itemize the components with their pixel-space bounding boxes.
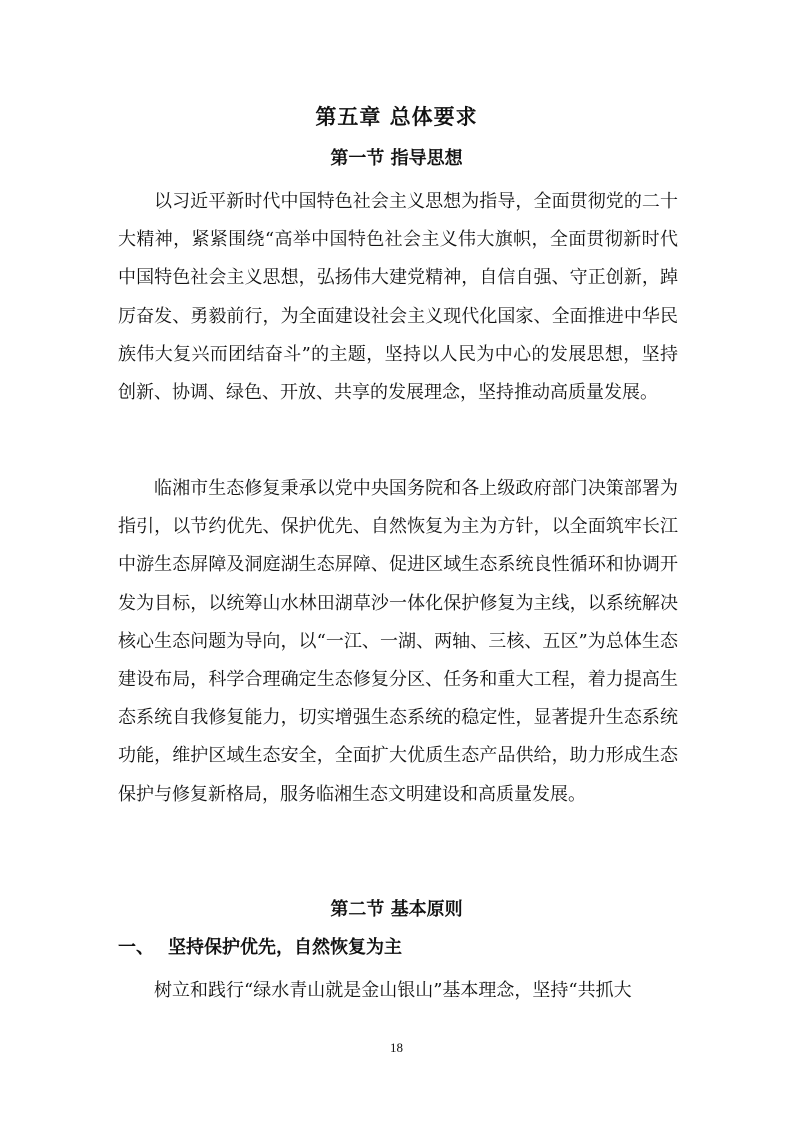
principle-number: 一、 <box>118 937 154 958</box>
paragraph-guiding-ideology: 以习近平新时代中国特色社会主义思想为指导，全面贯彻党的二十大精神，紧紧围绕“高举中国特色社会主义伟大旗帜，全面贯彻新时代中国特色社会主义思想，弘扬伟大建党精神，自信自强、守正创新，踔厉奋发、勇毅前行，为全面建设社会主义现代化国家、全面推进中华民族伟大复兴而团结奋斗”的主题，坚持以人民为中心的发展思想，坚持创新、协调、绿色、开放、共享的发展理念，坚持推动高质量发展。 <box>118 191 678 404</box>
principle-heading <box>118 934 678 962</box>
paragraph-ecological-restoration: 临湘市生态修复秉承以党中央国务院和各上级政府部门决策部署为指引，以节约优先、保护优先、自然恢复为主为方针，以全面筑牢长江中游生态屏障及洞庭湖生态屏障、促进区域生态系统良性循环和协调开发为目标，以统筹山水林田湖草沙一体化保护修复为主线，以系统解决核心生态问题为导向，以“一江、一湖、两轴、三核、五区”为总体生态建设布局，科学合理确定生态修复分区、任务和重大工程，着力提高生态系统自我修复能力，切实增强生态系统的稳定性，显著提升生态系统功能，维护区域生态安全，全面扩大优质生态产品供给，助力形成生态保护与修复新格局，服务临湘生态文明建设和高质量发展。 <box>118 478 678 805</box>
principle-heading-text: 坚持保护优先，自然恢复为主 <box>168 937 402 958</box>
page-number: 18 <box>390 1040 403 1055</box>
chapter-title: 第五章 总体要求 <box>315 105 478 129</box>
section-title-basic-principles: 第二节 基本原则 <box>330 899 463 920</box>
section-title-guiding-ideology: 第一节 指导思想 <box>330 148 463 169</box>
paragraph-principle-one: 树立和践行“绿水青山就是金山银山”基本理念，坚持“共抓大 <box>154 980 632 1001</box>
